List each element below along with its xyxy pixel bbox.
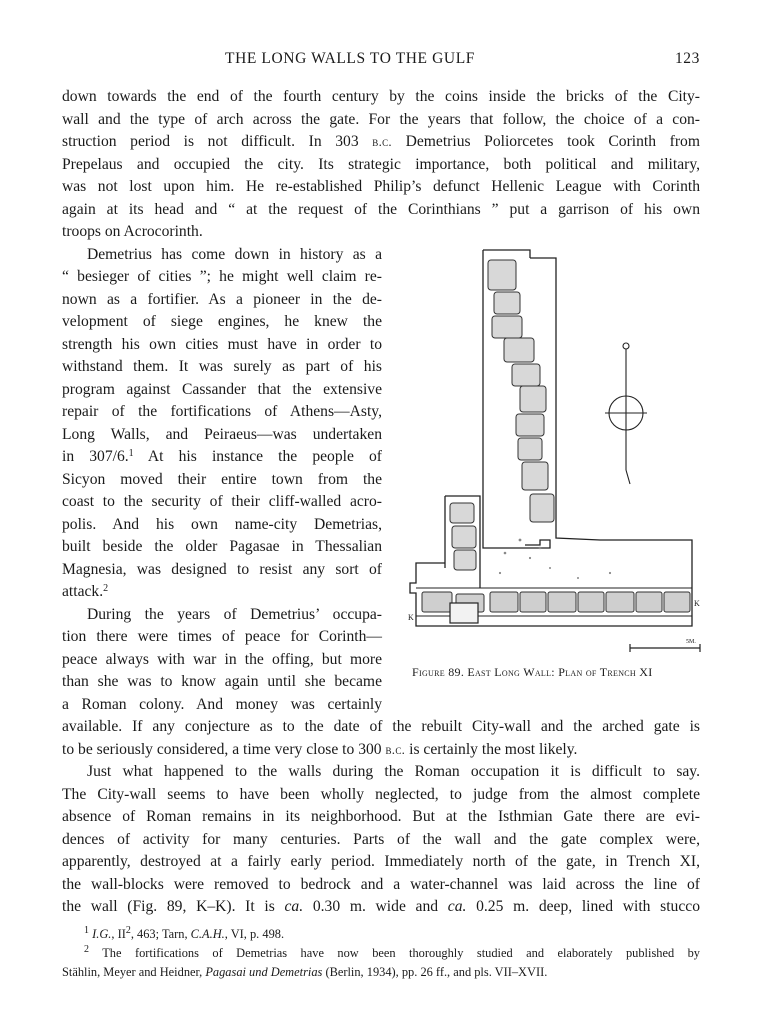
scale-label: 5M. bbox=[686, 639, 696, 645]
text-line: coast to the security of their cliff-walled acro- bbox=[62, 493, 382, 510]
text-line: wall and the type of arch across the gate. For the years that follow, the choice of a con- bbox=[62, 110, 700, 128]
text-run: struction period is not difficult. In 303 bbox=[62, 133, 373, 150]
text-run: 0.25 m. deep, lined with stucco bbox=[466, 898, 700, 915]
text-line: available. If any conjecture as to the date of the rebuilt City-wall and the arched gate is bbox=[62, 718, 700, 735]
text-line: polis. And his own name-city Demetrias, bbox=[62, 515, 382, 533]
text-run: I.G. bbox=[92, 927, 112, 941]
figure-label: Figure 89. bbox=[412, 665, 465, 679]
text-run: Demetrius Poliorcetes took Corinth from bbox=[391, 133, 700, 150]
text-line: the wall-blocks were removed to bedrock and a water-channel was laid across the line of bbox=[62, 875, 700, 893]
text-run: (Berlin, 1934), pp. 26 ff., and pls. VII–XVII. bbox=[322, 965, 548, 979]
era-abbrev: b.c. bbox=[385, 741, 406, 757]
text-line: nown as a fortifier. As a pioneer in the de- bbox=[62, 290, 382, 308]
text-run: 0.30 m. wide and bbox=[303, 898, 448, 915]
era-abbrev: b.c. bbox=[372, 134, 392, 149]
text-line: Long Walls, and Peiraeus—was undertaken bbox=[62, 425, 382, 443]
text-line: peace always with war in the offing, but more bbox=[62, 650, 382, 668]
text-line: apparently, destroyed at a fairly early period. Immediately north of the gate, in Trench XI, bbox=[62, 853, 700, 870]
page-number: 123 bbox=[674, 50, 700, 67]
text-line: was not lost upon him. He re-established Philip’s defunct Hellenic League with Corinth bbox=[62, 178, 700, 195]
text-line: The City-wall seems to have been wholly neglected, to judge from the almost complete bbox=[62, 785, 700, 803]
text-run: , VI, p. 498. bbox=[224, 927, 285, 941]
text-line: than she was to know again until she became bbox=[62, 673, 382, 690]
text-run: is certainly the most likely. bbox=[405, 740, 578, 758]
text-line: “ besieger of cities ”; he might well claim re- bbox=[62, 268, 382, 285]
text-line: down towards the end of the fourth century by the coins inside the bricks of the City- bbox=[62, 88, 700, 105]
text-line: troops on Acrocorinth. bbox=[62, 223, 203, 240]
text-line: program against Cassander that the extensive bbox=[62, 380, 382, 398]
running-head bbox=[62, 50, 700, 72]
text-run: C.A.H. bbox=[190, 927, 225, 941]
text-run: in 307/6. bbox=[62, 448, 129, 465]
text-line: Prepelaus and occupied the city. Its strategic importance, both political and military, bbox=[62, 155, 700, 173]
text-line: velopment of siege engines, he knew the bbox=[62, 313, 382, 330]
text-line: strength his own cities must have in order to bbox=[62, 335, 382, 353]
trench-plan-drawing bbox=[400, 248, 710, 660]
text-line: Demetrius has come down in history as a bbox=[87, 245, 382, 263]
text-run: At his instance the people of bbox=[133, 448, 382, 465]
section-marker-right: K bbox=[694, 599, 700, 608]
superscript: 2 bbox=[125, 925, 131, 936]
abbrev-circa: ca. bbox=[284, 898, 304, 915]
text-line: withstand them. It was surely as part of his bbox=[62, 358, 382, 375]
text-line: Just what happened to the walls during the Roman occupation it is difficult to say. bbox=[87, 763, 700, 780]
text-line bbox=[62, 739, 700, 761]
footnote-ref: 1 bbox=[128, 448, 134, 459]
footnote-number: 2 bbox=[84, 944, 89, 955]
text-run: attack. bbox=[62, 583, 104, 600]
text-line: absence of Roman remains in its neighborhood. But at the Isthmian Gate there are evi- bbox=[62, 808, 700, 825]
text-line bbox=[62, 896, 700, 918]
text-line: dences of activity for many centuries. Parts of the wall and the gate complex were, bbox=[62, 830, 700, 848]
text-run: the wall (Fig. 89, K–K). It is bbox=[62, 898, 285, 915]
footnote-ref: 2 bbox=[103, 583, 109, 594]
text-line: built beside the older Pagasae in Thessalian bbox=[62, 538, 382, 555]
section-marker-left: K bbox=[408, 613, 414, 622]
text-line: a Roman colony. And money was certainly bbox=[62, 695, 382, 713]
figure-89 bbox=[400, 248, 710, 660]
footnote-2 bbox=[62, 944, 700, 963]
text-line bbox=[62, 581, 382, 603]
text-line: During the years of Demetrius’ occupa- bbox=[87, 605, 382, 623]
text-run: , 463; Tarn, bbox=[130, 927, 191, 941]
text-line: tion there were times of peace for Corinth— bbox=[62, 628, 382, 645]
text-run: Stählin, Meyer and Heidner, bbox=[62, 965, 206, 979]
figure-caption-text: East Long Wall: Plan of Trench XI bbox=[467, 665, 653, 679]
text-line: repair of the fortifications of Athens—Asty, bbox=[62, 403, 382, 420]
text-line: Sicyon moved their entire town from the bbox=[62, 470, 382, 488]
footnote-2-cont bbox=[62, 963, 700, 982]
figure-caption bbox=[412, 665, 702, 680]
text-line bbox=[62, 446, 382, 468]
text-run: , II bbox=[111, 927, 126, 941]
footnote-1 bbox=[62, 925, 700, 944]
footnote-number: 1 bbox=[84, 925, 89, 936]
text-line bbox=[62, 131, 700, 153]
text-line: Magnesia, was designed to resist any sort of bbox=[62, 560, 382, 578]
running-title: THE LONG WALLS TO THE GULF bbox=[225, 50, 475, 67]
text-run: Pagasai und Demetrias bbox=[205, 965, 323, 979]
text-run: to be seriously considered, a time very close to 300 bbox=[62, 740, 386, 758]
text-line: again at its head and “ at the request of the Corinthians ” put a garrison of his own bbox=[62, 200, 700, 218]
text-run: The fortifications of Demetrias have now been thoroughly studied and elaborately published by bbox=[102, 946, 700, 960]
abbrev-circa: ca. bbox=[447, 898, 467, 915]
